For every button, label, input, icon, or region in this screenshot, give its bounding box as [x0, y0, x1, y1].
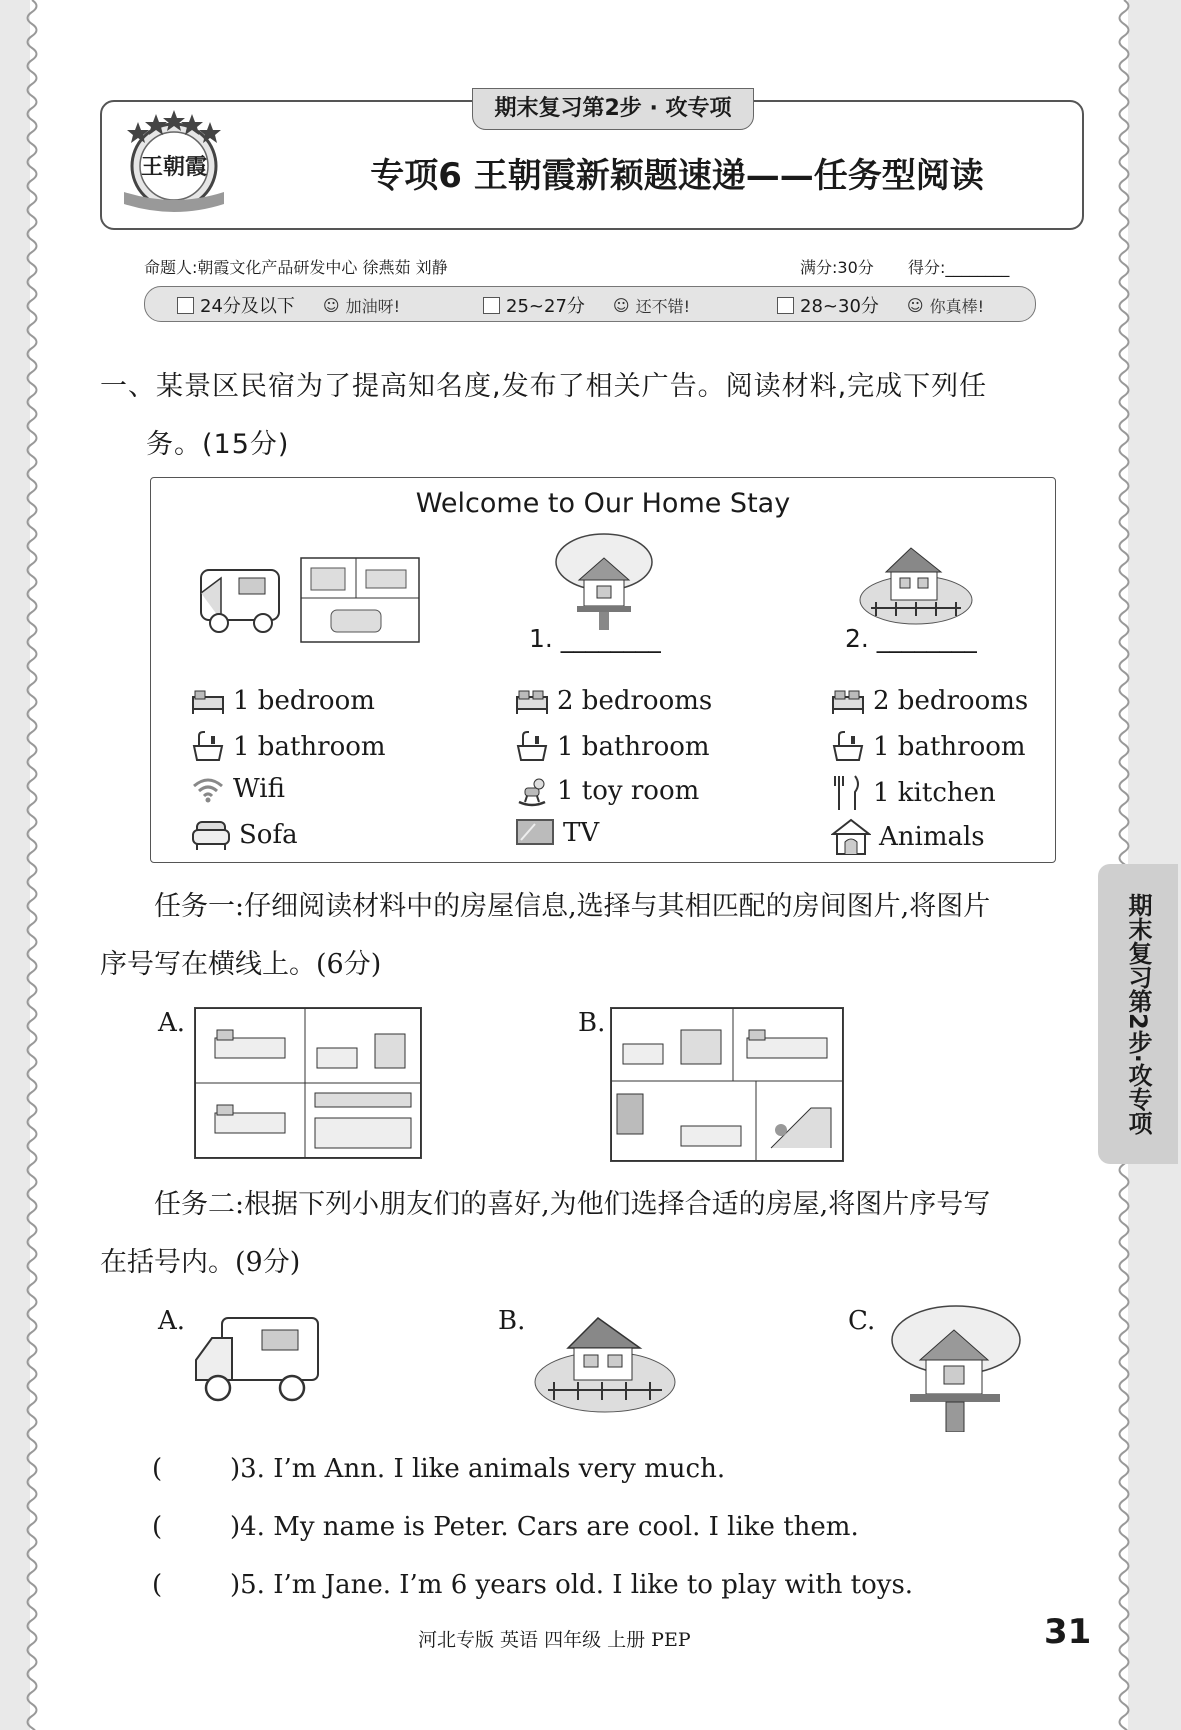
feature-label: 1 bathroom: [557, 732, 710, 762]
footer-edition: 河北专版 英语 四年级 上册 PEP: [418, 1629, 691, 1651]
author-line: 命题人:朝霞文化产品研发中心 徐燕茹 刘静: [144, 258, 448, 277]
feature-label: 1 bedroom: [233, 686, 375, 716]
feature-item: [515, 774, 699, 808]
rocking-horse-icon: [515, 774, 549, 808]
feature-label: 1 toy room: [557, 776, 700, 806]
score-range: 24分及以下: [200, 296, 295, 317]
feature-label: Animals: [879, 822, 985, 852]
dog-house-icon: [831, 818, 871, 856]
feature-label: 1 bathroom: [233, 732, 386, 762]
tree-house-image[interactable]: [880, 1300, 1028, 1432]
side-tab[interactable]: 期末复习第2步·攻专项: [1098, 864, 1178, 1164]
bathtub-icon: [191, 730, 225, 764]
question-1: [100, 358, 1085, 474]
feature-item: [831, 730, 1026, 764]
bathtub-icon: [515, 730, 549, 764]
task-1: [100, 878, 1085, 994]
checkbox[interactable]: [777, 297, 794, 314]
sofa-icon: [191, 818, 231, 852]
task-2-line-2: 在括号内。(9分): [100, 1247, 301, 1278]
wang-zhaoxia-logo-icon: [114, 108, 234, 220]
camper-van-image[interactable]: [192, 1310, 326, 1406]
feature-item: [831, 818, 985, 856]
option-a-label: A.: [158, 1306, 186, 1336]
answer-blank-1[interactable]: 1. ________: [529, 624, 661, 653]
score-level-2[interactable]: [483, 292, 690, 318]
sentence-3: [152, 1454, 725, 1484]
svg-text:王朝霞: 王朝霞: [140, 154, 208, 180]
wavy-border-left: [20, 0, 44, 1730]
feature-label: Wifi: [233, 774, 285, 804]
bed-icon: [191, 687, 225, 715]
feature-label: 2 bedrooms: [873, 686, 1029, 716]
farm-house-image[interactable]: [530, 1300, 680, 1414]
feature-item: [515, 730, 710, 764]
score-field[interactable]: 得分:________: [908, 258, 1010, 277]
cheer-text: 加油呀!: [345, 296, 401, 316]
room-set-b-image[interactable]: [610, 1007, 844, 1162]
feature-label: 1 kitchen: [873, 778, 996, 808]
feature-label: TV: [563, 818, 600, 848]
section-banner: 期末复习第2步 · 攻专项: [472, 88, 754, 130]
feature-item: [515, 818, 599, 848]
bed-icon: [831, 687, 865, 715]
feature-item: [191, 730, 386, 764]
feature-label: 1 bathroom: [873, 732, 1026, 762]
sentence-text: )4. My name is Peter. Cars are cool. I like them.: [230, 1512, 859, 1542]
ad-title: Welcome to Our Home Stay: [415, 488, 791, 519]
option-b-label: B.: [498, 1306, 526, 1336]
knife-fork-icon: [831, 774, 865, 812]
answer-paren[interactable]: (: [152, 1570, 163, 1600]
cheer-text: 还不错!: [635, 296, 690, 316]
smiley-icon: ☺: [322, 295, 340, 315]
checkbox[interactable]: [483, 297, 500, 314]
option-b-label: B.: [578, 1008, 606, 1038]
answer-paren[interactable]: (: [152, 1512, 163, 1542]
checkbox[interactable]: [177, 297, 194, 314]
question-1-line-1: 一、某景区民宿为了提高知名度,发布了相关广告。阅读材料,完成下列任: [100, 371, 988, 402]
smiley-icon: ☺: [906, 295, 924, 315]
kitchen-icon: [315, 1093, 411, 1148]
farm-house-image: [856, 530, 976, 630]
answer-blank-2[interactable]: 2. ________: [845, 624, 977, 653]
wifi-icon: [191, 774, 225, 804]
cheer-text: 你真棒!: [929, 296, 984, 316]
score-level-bar: [144, 286, 1036, 322]
sentence-text: )3. I’m Ann. I like animals very much.: [230, 1454, 726, 1484]
task-1-line-1: 任务一:仔细阅读材料中的房屋信息,选择与其相匹配的房间图片,将图片: [154, 891, 991, 922]
feature-item: [515, 686, 712, 716]
smiley-icon: ☺: [612, 295, 630, 315]
home-stay-ad: [150, 477, 1056, 863]
feature-item: [831, 686, 1028, 716]
question-1-line-2: 务。(15分): [146, 429, 290, 460]
header-box: [100, 96, 1084, 230]
score-range: 25~27分: [506, 296, 585, 317]
task-2: [100, 1176, 1085, 1292]
task-2-line-1: 任务二:根据下列小朋友们的喜好,为他们选择合适的房屋,将图片序号写: [154, 1189, 991, 1220]
tv-icon: [515, 818, 555, 848]
feature-item: [191, 818, 298, 852]
page-number: 31: [1044, 1612, 1092, 1652]
full-score: 满分:30分: [800, 258, 874, 277]
tree-house-image: [549, 530, 659, 630]
feature-label: Sofa: [239, 820, 298, 850]
score-range: 28~30分: [800, 296, 879, 317]
feature-item: [191, 686, 375, 716]
answer-paren[interactable]: (: [152, 1454, 163, 1484]
camper-with-rooms-image: [191, 548, 441, 648]
score-level-1[interactable]: [177, 292, 400, 318]
feature-label: 2 bedrooms: [557, 686, 713, 716]
feature-item: [191, 774, 285, 804]
option-a-label: A.: [158, 1008, 186, 1038]
room-set-a-image[interactable]: [194, 1007, 422, 1159]
page-title: 专项6 王朝霞新颖题速递——任务型阅读: [370, 156, 984, 196]
bed-icon: [515, 687, 549, 715]
feature-item: [831, 774, 996, 812]
task-1-line-2: 序号写在横线上。(6分): [100, 949, 382, 980]
sentence-text: )5. I’m Jane. I’m 6 years old. I like to play with toys.: [230, 1570, 914, 1600]
bathtub-icon: [831, 730, 865, 764]
score-level-3[interactable]: [777, 292, 984, 318]
sentence-5: [152, 1570, 913, 1600]
sentence-4: [152, 1512, 859, 1542]
option-c-label: C.: [848, 1306, 876, 1336]
